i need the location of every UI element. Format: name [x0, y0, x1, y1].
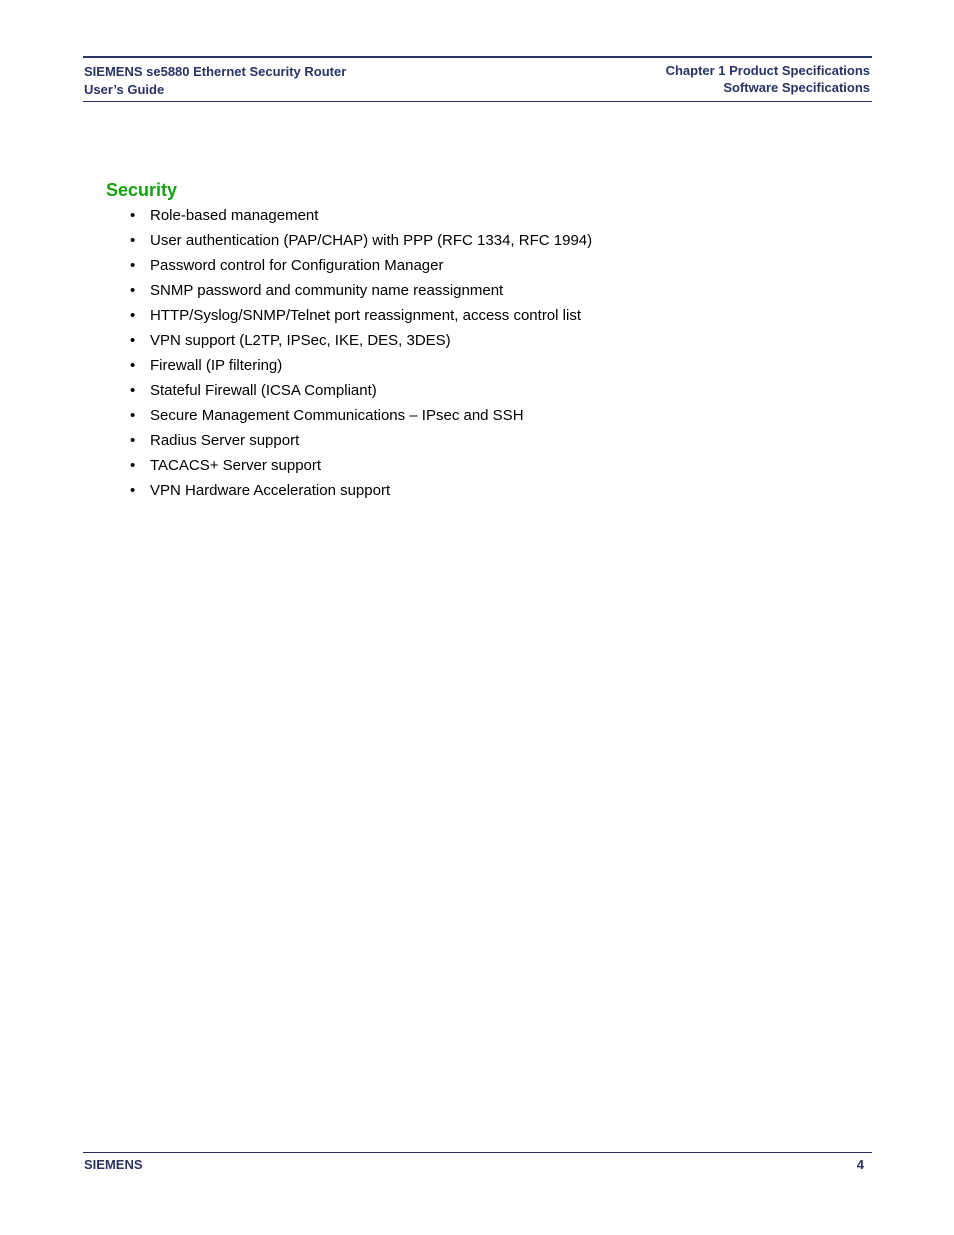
list-item: • SNMP password and community name reassignment — [130, 278, 592, 303]
bullet-icon: • — [130, 257, 136, 274]
bullet-icon: • — [130, 357, 136, 374]
chapter-title: Chapter 1 Product Specifications — [665, 63, 870, 78]
list-item: • VPN Hardware Acceleration support — [130, 478, 592, 503]
list-item: • User authentication (PAP/CHAP) with PPP (RFC 1334, RFC 1994) — [130, 228, 592, 253]
bullet-icon: • — [130, 407, 136, 424]
bullet-icon: • — [130, 332, 136, 349]
bullet-icon: • — [130, 207, 136, 224]
security-feature-list — [130, 203, 592, 503]
page-number: 4 — [856, 1157, 864, 1172]
bullet-icon: • — [130, 382, 136, 399]
list-item: • Radius Server support — [130, 428, 592, 453]
header-top-rule — [83, 56, 872, 58]
bullet-icon: • — [130, 282, 136, 299]
list-item: • Password control for Configuration Manager — [130, 253, 592, 278]
bullet-icon: • — [130, 307, 136, 324]
list-item: • HTTP/Syslog/SNMP/Telnet port reassignment, access control list — [130, 303, 592, 328]
list-item: • TACACS+ Server support — [130, 453, 592, 478]
document-title: SIEMENS se5880 Ethernet Security Router — [84, 64, 347, 79]
security-heading: Security — [106, 180, 178, 200]
list-item: • VPN support (L2TP, IPSec, IKE, DES, 3DES) — [130, 328, 592, 353]
section-heading: Software Specifications — [723, 80, 870, 95]
bullet-icon: • — [130, 232, 136, 249]
footer-brand: SIEMENS — [84, 1157, 143, 1172]
header-bottom-rule — [83, 101, 872, 102]
header-left — [84, 63, 346, 99]
header-right — [666, 62, 870, 96]
list-item: • Role-based management — [130, 203, 592, 228]
bullet-icon: • — [130, 457, 136, 474]
list-item: • Secure Management Communications – IPsec and SSH — [130, 403, 592, 428]
bullet-icon: • — [130, 482, 136, 499]
list-item: • Stateful Firewall (ICSA Compliant) — [130, 378, 592, 403]
bullet-icon: • — [130, 432, 136, 449]
document-subtitle: User’s Guide — [84, 82, 165, 97]
footer-rule — [83, 1152, 872, 1153]
list-item: • Firewall (IP filtering) — [130, 353, 592, 378]
